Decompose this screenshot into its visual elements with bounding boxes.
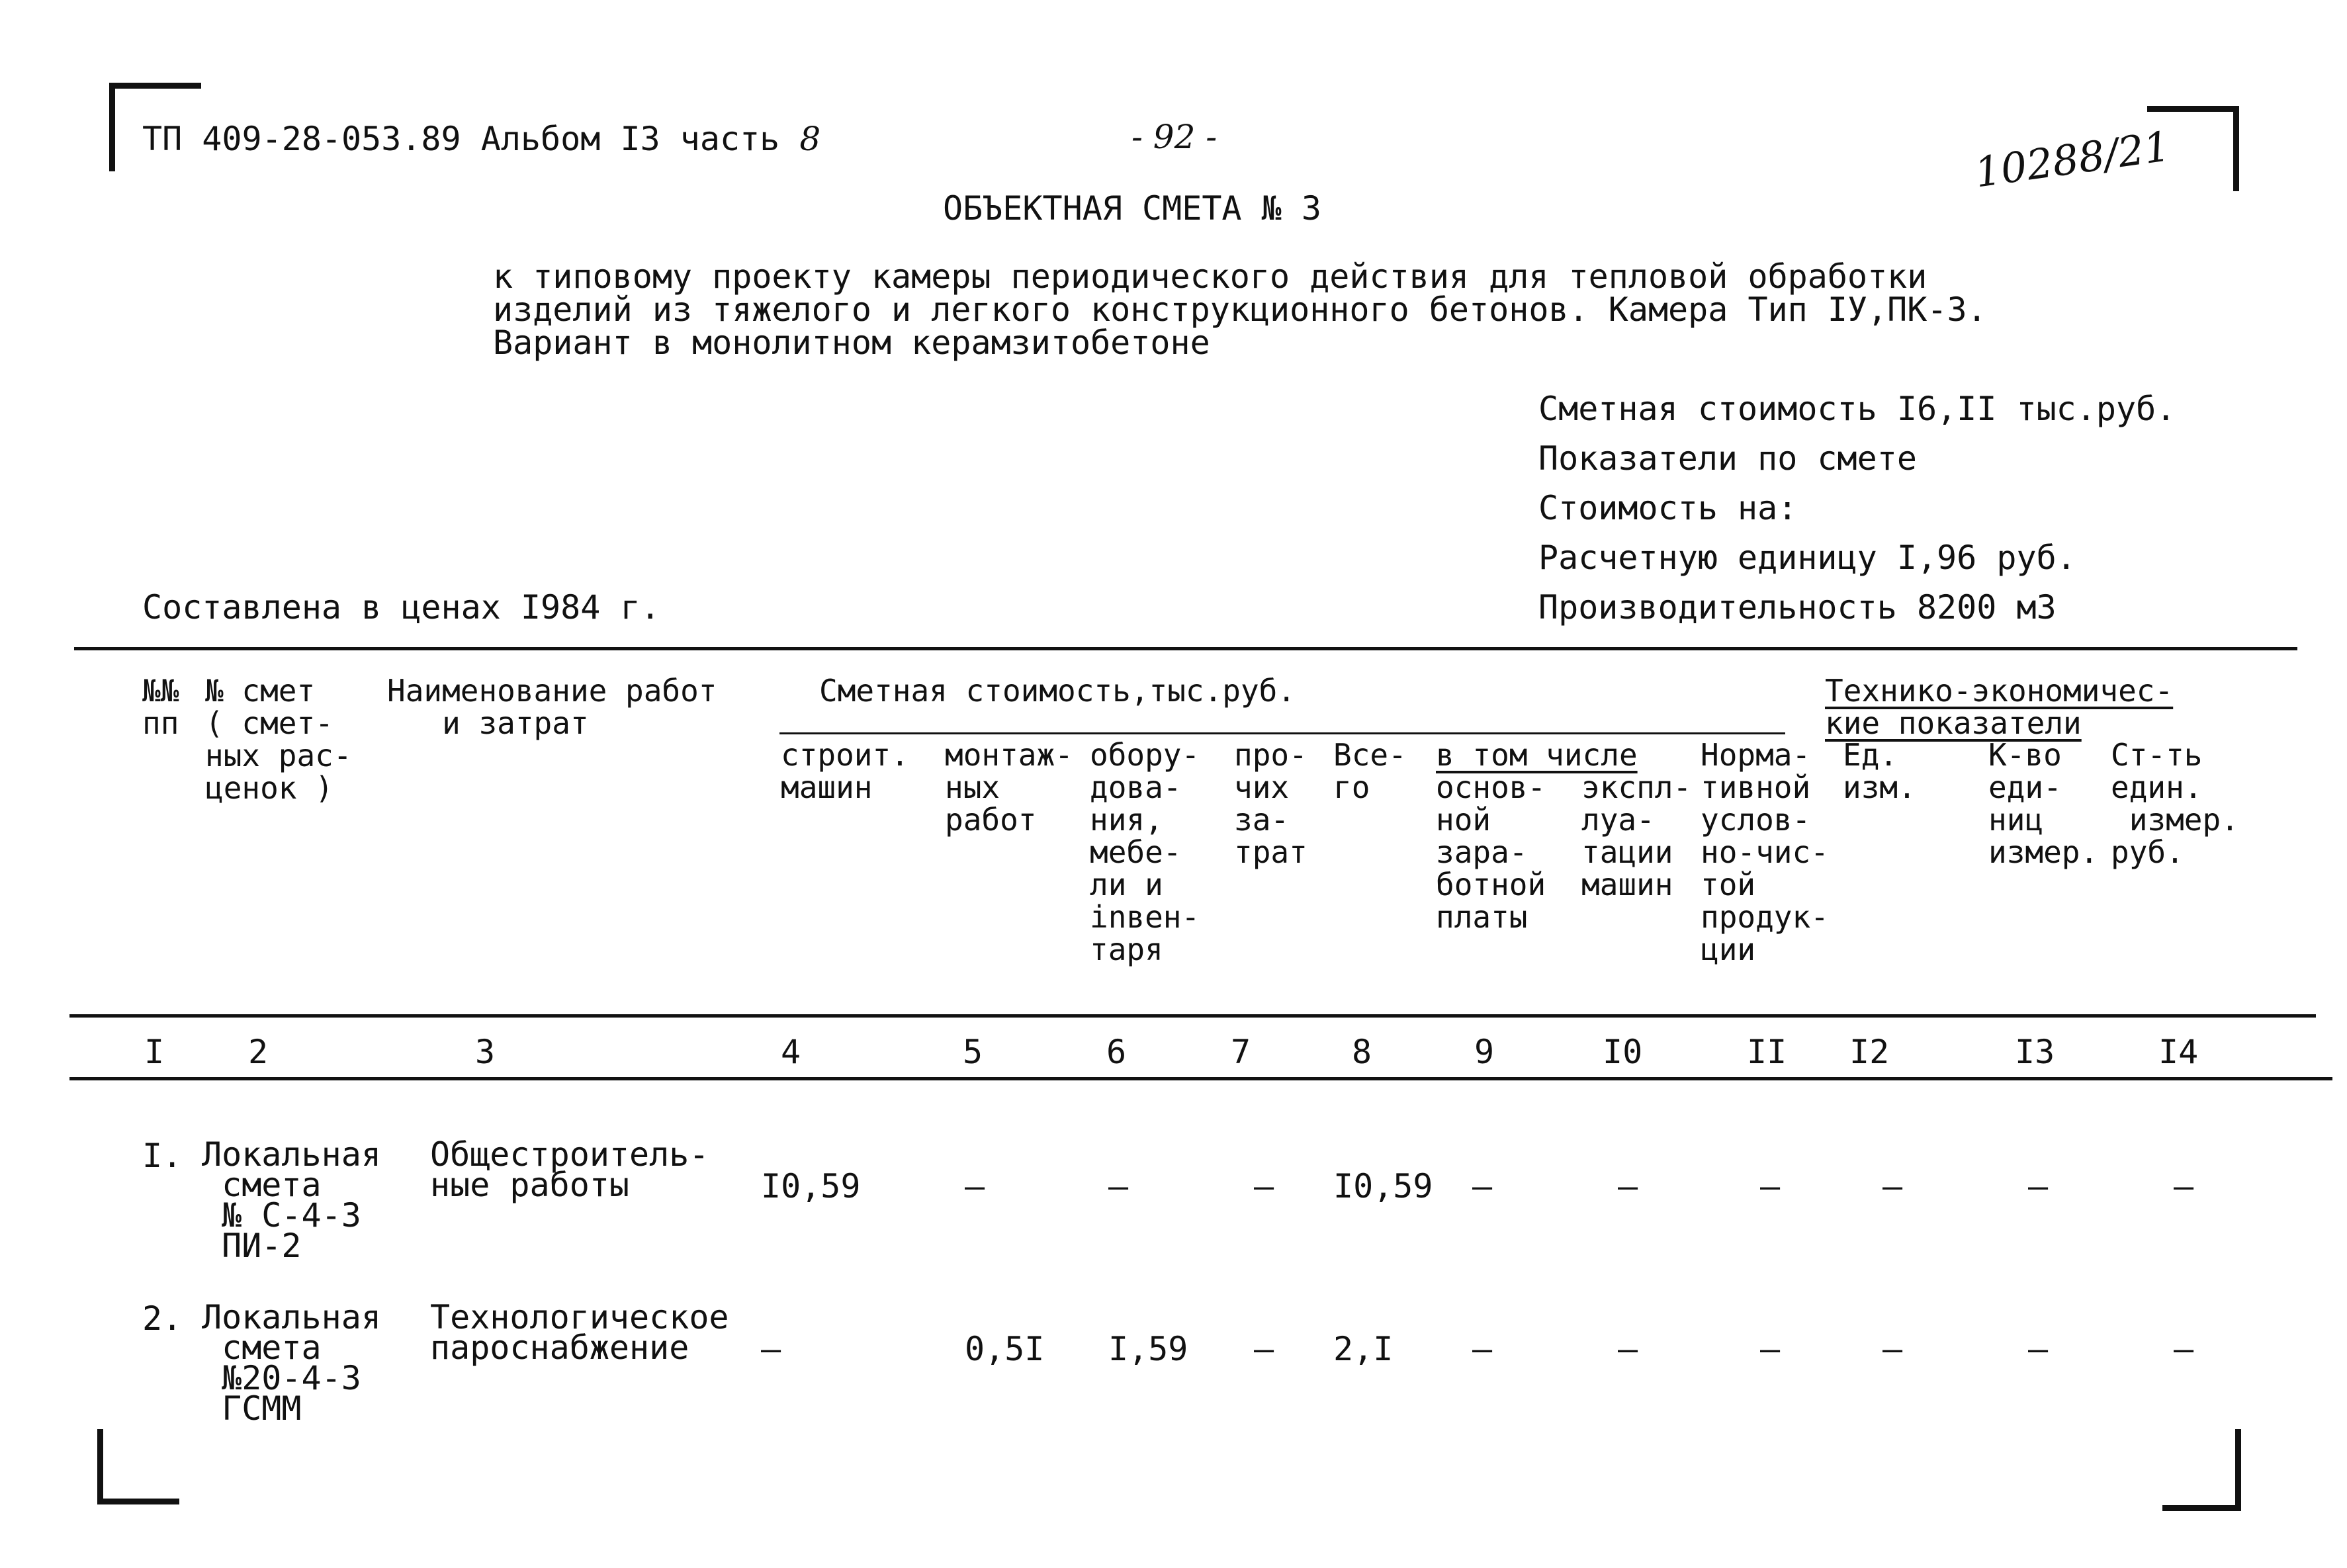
- cell-net-output: –: [1760, 1330, 1781, 1368]
- column-number: I4: [2158, 1033, 2199, 1071]
- subtitle-line-1: к типовому проекту камеры периодического действия для тепловой обработки: [493, 257, 1927, 296]
- column-number: 9: [1474, 1033, 1495, 1071]
- column-number: I0: [1603, 1033, 1643, 1071]
- prices-year: Составлена в ценах I984 г.: [142, 588, 660, 627]
- cell-equipment: I,59: [1108, 1330, 1188, 1368]
- document-title: ОБЪЕКТНАЯ СМЕТА № 3: [943, 189, 1321, 228]
- column-number: II: [1747, 1033, 1787, 1071]
- cell-other: –: [1254, 1330, 1274, 1368]
- cost-for-label: Стоимость на:: [1538, 489, 1798, 527]
- cell-equipment: –: [1108, 1167, 1129, 1205]
- header-col-unit-count: К-во еди- ниц измер.: [1988, 737, 2099, 870]
- header-col-equipment: обору- дова- ния, мебе- ли и inвен- таря: [1090, 737, 1200, 967]
- header-col-unit-price: Ст-ть един. измер. руб.: [2111, 737, 2239, 870]
- column-number: I: [144, 1033, 165, 1071]
- cell-unit-price: –: [2174, 1330, 2194, 1368]
- cell-unit-count: –: [2028, 1167, 2049, 1205]
- row-name: Общестроитель- ные работы: [430, 1135, 709, 1204]
- cell-other: –: [1254, 1167, 1274, 1205]
- table-top-rule: [74, 647, 2297, 650]
- header-bottom-rule: [69, 1014, 2316, 1018]
- header-col-unit: Ед. изм.: [1843, 737, 1916, 805]
- document-code: [142, 120, 821, 158]
- row-number: 2.: [142, 1299, 183, 1338]
- cell-machines: –: [1618, 1167, 1638, 1205]
- column-number: I2: [1849, 1033, 1890, 1071]
- header-col-name: Наименование работ и затрат: [387, 673, 717, 741]
- header-col-total: Все- го: [1333, 737, 1407, 805]
- cell-net-output: –: [1760, 1167, 1781, 1205]
- header-col-installation: монтаж- ных работ: [945, 737, 1073, 838]
- column-numbers-bottom-rule: [69, 1077, 2332, 1080]
- indicators-label: Показатели по смете: [1538, 439, 1917, 478]
- header-col-net-output: Норма- тивной услов- но-чис- той продук- ции: [1701, 737, 1829, 967]
- capacity: Производительность 8200 м3: [1538, 588, 2057, 627]
- header-col-construction: строит. машин: [781, 737, 909, 805]
- subtitle-line-2: изделий из тяжелого и легкого конструкционного бетонов. Камера Тип IУ,ПК-3.: [493, 290, 1987, 329]
- unit-cost: Расчетную единицу I,96 руб.: [1538, 539, 2076, 577]
- cell-total: 2,I: [1333, 1330, 1394, 1368]
- frame-corner-bottom-left: [97, 1429, 179, 1504]
- subtitle-line-3: Вариант в монолитном керамзитобетоне: [493, 324, 1210, 362]
- cell-installation: –: [965, 1167, 985, 1205]
- column-number: I3: [2015, 1033, 2055, 1071]
- row-estimate: Локальная смета № С-4-3 ПИ-2: [202, 1135, 381, 1265]
- header-included-group: в том числе: [1436, 737, 1638, 773]
- cell-machines: –: [1618, 1330, 1638, 1368]
- column-number: 6: [1106, 1033, 1127, 1071]
- cell-total: I0,59: [1333, 1167, 1433, 1205]
- page-number: - 92 -: [1131, 118, 1218, 156]
- column-number: 2: [248, 1033, 269, 1071]
- cell-wages: –: [1472, 1167, 1493, 1205]
- column-number: 7: [1231, 1033, 1251, 1071]
- estimated-cost: Сметная стоимость I6,II тыс.руб.: [1538, 390, 2176, 428]
- archive-number: 10288/21: [1971, 122, 2174, 197]
- header-tech-group: Технико-экономичес- кие показатели: [1825, 673, 2174, 741]
- header-col-num: №№ пп: [142, 673, 179, 741]
- document-code-text: ТП 409-28-053.89 Альбом I3 часть: [142, 120, 780, 158]
- cell-wages: –: [1472, 1330, 1493, 1368]
- cell-unit: –: [1882, 1330, 1903, 1368]
- part-number: 8: [799, 120, 821, 158]
- header-col-estimate: № смет ( смет- ных рас- ценок ): [205, 673, 352, 806]
- row-number: I.: [142, 1137, 183, 1175]
- row-estimate: Локальная смета №20-4-3 ГСММ: [202, 1298, 381, 1428]
- frame-corner-bottom-right: [2162, 1429, 2241, 1511]
- cell-unit-count: –: [2028, 1330, 2049, 1368]
- column-number: 8: [1352, 1033, 1372, 1071]
- cell-installation: 0,5I: [965, 1330, 1045, 1368]
- cost-group-rule: [779, 732, 1785, 734]
- header-col-machines: экспл- луа- тации машин: [1581, 769, 1692, 902]
- header-col-wages: основ- ной зара- ботной платы: [1436, 769, 1546, 935]
- column-number: 3: [475, 1033, 496, 1071]
- cell-construction: I0,59: [761, 1167, 861, 1205]
- column-number: 4: [781, 1033, 801, 1071]
- column-number: 5: [963, 1033, 983, 1071]
- cell-unit-price: –: [2174, 1167, 2194, 1205]
- header-col-other: про- чих за- трат: [1234, 737, 1307, 870]
- cell-unit: –: [1882, 1167, 1903, 1205]
- cell-construction: –: [761, 1330, 781, 1368]
- header-cost-group: Сметная стоимость,тыс.руб.: [819, 673, 1296, 709]
- row-name: Технологическое пароснабжение: [430, 1298, 729, 1367]
